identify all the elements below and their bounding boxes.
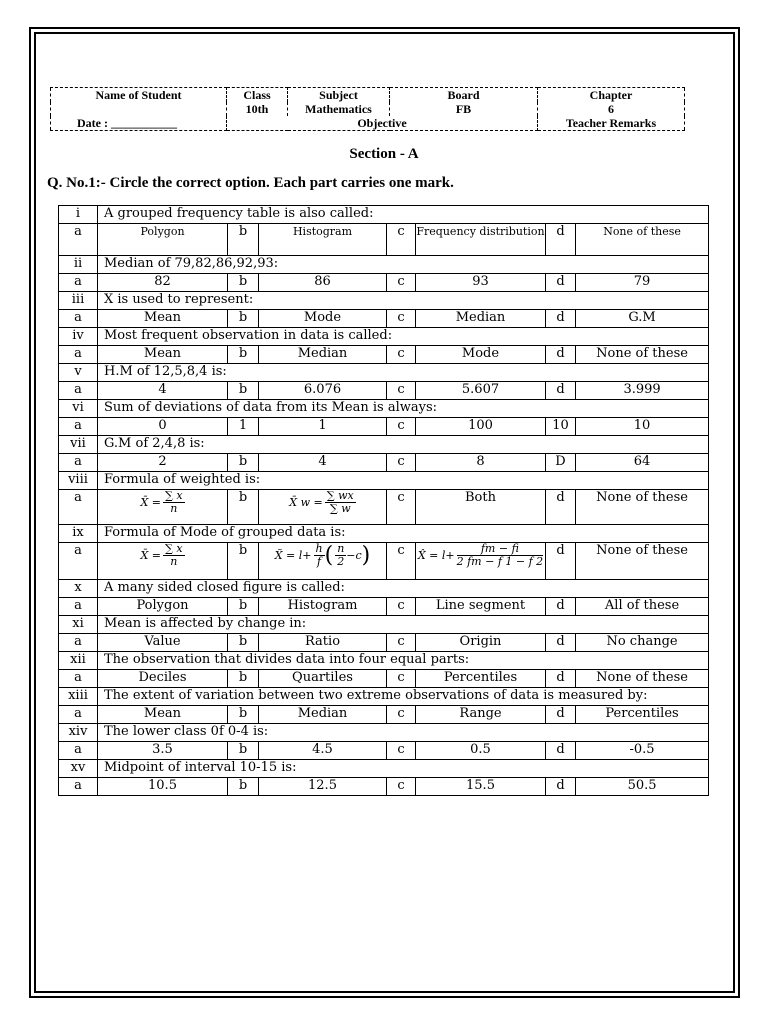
option-letter: a [59, 490, 98, 525]
question-number: xi [59, 616, 98, 634]
formula-mode: X̂ = l+ $\frac{fm - fi}{2 fm - f 1 - f 2}$ [417, 542, 544, 568]
label-subject: Subject [288, 88, 390, 103]
option-letter: d [546, 543, 576, 580]
options-row [59, 706, 709, 724]
option-letter: a [59, 778, 98, 796]
option-letter: a [59, 274, 98, 292]
fraction-numerator: n [337, 542, 345, 555]
question-stem: Midpoint of interval 10-15 is: [98, 760, 709, 778]
teacher-remarks: Teacher Remarks [538, 116, 685, 131]
option-text[interactable]: Polygon [98, 598, 228, 616]
option-letter: b [228, 778, 259, 796]
question-row [59, 616, 709, 634]
option-letter: c [387, 742, 416, 760]
option-text[interactable]: 2 [98, 454, 228, 472]
options-row [59, 418, 709, 436]
question-row [59, 724, 709, 742]
student-info-table [50, 87, 685, 131]
option-text[interactable]: 3.5 [98, 742, 228, 760]
options-row [59, 454, 709, 472]
option-letter: c [387, 778, 416, 796]
option-text[interactable]: 1 [259, 418, 387, 436]
question-row [59, 436, 709, 454]
options-row [59, 310, 709, 328]
option-letter: b [228, 274, 259, 292]
option-letter: c [387, 346, 416, 364]
section-title: Section - A [349, 146, 419, 162]
option-letter: b [228, 454, 259, 472]
option-text[interactable]: Median [259, 346, 387, 364]
option-text[interactable]: Value [98, 634, 228, 652]
option-text[interactable]: Mean [98, 346, 228, 364]
question-stem: Median of 79,82,86,92,93: [98, 256, 709, 274]
fraction-denominator: ∑ w [329, 502, 351, 515]
question-row [59, 256, 709, 274]
option-letter: d [546, 778, 576, 796]
option-text[interactable]: Range [416, 706, 546, 724]
question-stem: Mean is affected by change in: [98, 616, 709, 634]
options-row [59, 490, 709, 525]
label-class: Class [227, 88, 288, 103]
question-row [59, 760, 709, 778]
option-text[interactable]: None of these [576, 224, 709, 256]
fraction-numerator: ∑ x [164, 489, 183, 502]
paper-type: Objective [227, 116, 538, 131]
option-text[interactable]: 10.5 [98, 778, 228, 796]
option-letter: a [59, 418, 98, 436]
label-chapter: Chapter [538, 88, 685, 103]
option-text[interactable]: 86 [259, 274, 387, 292]
option-text[interactable]: 4.5 [259, 742, 387, 760]
option-text[interactable]: Histogram [259, 598, 387, 616]
option-letter: d [546, 490, 576, 525]
options-row [59, 778, 709, 796]
question-stem: A many sided closed figure is called: [98, 580, 709, 598]
question-number: vii [59, 436, 98, 454]
option-text[interactable]: Both [416, 490, 546, 525]
option-text[interactable]: None of these [576, 346, 709, 364]
option-letter: d [546, 382, 576, 400]
option-text[interactable]: Mode [259, 310, 387, 328]
option-letter: b [228, 346, 259, 364]
option-letter: d [546, 274, 576, 292]
option-formula[interactable] [259, 543, 387, 580]
value-subject: Mathematics [288, 102, 390, 116]
option-letter: d [546, 634, 576, 652]
option-text[interactable]: 4 [98, 382, 228, 400]
option-letter: c [387, 224, 416, 256]
option-formula[interactable] [98, 490, 228, 525]
options-row [59, 634, 709, 652]
option-letter: b [228, 382, 259, 400]
formula-mean: X̄ = $\frac{\sum x}{n}$ [140, 489, 183, 515]
option-letter: a [59, 382, 98, 400]
question-row [59, 400, 709, 418]
option-text[interactable]: Percentiles [416, 670, 546, 688]
fraction-numerator: h [315, 542, 323, 555]
option-letter: b [228, 224, 259, 256]
option-formula[interactable] [259, 490, 387, 525]
option-text[interactable]: 93 [416, 274, 546, 292]
question-stem: The lower class 0f 0-4 is: [98, 724, 709, 742]
option-letter: c [387, 418, 416, 436]
option-text[interactable]: Mode [416, 346, 546, 364]
option-letter: d [546, 346, 576, 364]
option-letter: b [228, 706, 259, 724]
question-number: viii [59, 472, 98, 490]
option-letter: a [59, 706, 98, 724]
question-number: xiv [59, 724, 98, 742]
fraction-denominator: 2 [337, 555, 345, 568]
option-formula[interactable] [416, 543, 546, 580]
question-stem: X̄ is used to represent: [98, 292, 709, 310]
option-letter: a [59, 634, 98, 652]
option-text[interactable]: 6.076 [259, 382, 387, 400]
option-text[interactable]: 5.607 [416, 382, 546, 400]
question-number: v [59, 364, 98, 382]
option-letter: b [228, 543, 259, 580]
option-text[interactable]: 0.5 [416, 742, 546, 760]
question-stem: Formula of weighted is: [98, 472, 709, 490]
question-number: xiii [59, 688, 98, 706]
option-letter: d [546, 598, 576, 616]
option-letter: a [59, 224, 98, 256]
option-letter: c [387, 670, 416, 688]
option-letter: b [228, 490, 259, 525]
options-row [59, 274, 709, 292]
option-letter: c [387, 634, 416, 652]
option-letter: b [228, 598, 259, 616]
option-text[interactable]: Deciles [98, 670, 228, 688]
question-row [59, 364, 709, 382]
option-letter: c [387, 543, 416, 580]
options-row [59, 382, 709, 400]
option-text[interactable]: Histogram [259, 224, 387, 256]
options-row [59, 742, 709, 760]
option-letter: b [228, 634, 259, 652]
question-stem: H.M of 12,5,8,4 is: [98, 364, 709, 382]
options-row [59, 224, 709, 256]
option-letter: c [387, 310, 416, 328]
option-text[interactable]: Origin [416, 634, 546, 652]
option-text[interactable]: 10 [576, 418, 709, 436]
option-text[interactable]: No change [576, 634, 709, 652]
option-letter: a [59, 346, 98, 364]
option-letter: d [546, 742, 576, 760]
option-letter: a [59, 670, 98, 688]
question-number: x [59, 580, 98, 598]
formula-median: X̃ = l+ $\frac{h}{f}$ ( $\frac{n}{2}$ −c) [274, 542, 371, 568]
option-text[interactable]: Ratio [259, 634, 387, 652]
question-row [59, 292, 709, 310]
question-heading: Q. No.1:- Circle the correct option. Each part carries one mark. [47, 175, 454, 191]
fraction-numerator: ∑ x [164, 542, 183, 555]
question-row [59, 472, 709, 490]
question-number: xii [59, 652, 98, 670]
option-text[interactable]: Median [416, 310, 546, 328]
fraction-numerator: fm − fi [457, 543, 544, 556]
option-text[interactable]: 15.5 [416, 778, 546, 796]
option-letter: 10 [546, 418, 576, 436]
value-board: FB [390, 102, 538, 116]
option-letter: c [387, 706, 416, 724]
option-text[interactable]: Frequency distribution [416, 224, 546, 256]
option-text[interactable]: None of these [576, 490, 709, 525]
fraction-denominator: f [317, 555, 322, 568]
option-text[interactable]: Polygon [98, 224, 228, 256]
option-letter: b [228, 310, 259, 328]
value-class: 10th [227, 102, 288, 116]
option-text[interactable]: 12.5 [259, 778, 387, 796]
question-number: iii [59, 292, 98, 310]
option-letter: c [387, 274, 416, 292]
option-letter: d [546, 670, 576, 688]
option-text[interactable]: 8 [416, 454, 546, 472]
value-chapter: 6 [608, 101, 614, 116]
option-text[interactable]: G.M [576, 310, 709, 328]
option-letter: c [387, 454, 416, 472]
option-letter: a [59, 742, 98, 760]
fraction-denominator: n [170, 502, 178, 515]
question-row [59, 328, 709, 346]
option-formula[interactable] [98, 543, 228, 580]
question-row [59, 688, 709, 706]
question-number: iv [59, 328, 98, 346]
option-letter: d [546, 224, 576, 256]
option-text[interactable]: -0.5 [576, 742, 709, 760]
option-letter: D [546, 454, 576, 472]
question-stem: A grouped frequency table is also called: [98, 206, 709, 224]
date-field: Date : ___________ [51, 116, 227, 131]
question-stem: Sum of deviations of data from its Mean is always: [98, 400, 709, 418]
option-letter: b [228, 742, 259, 760]
option-text[interactable]: 79 [576, 274, 709, 292]
value-student-name [51, 102, 227, 116]
question-stem: The extent of variation between two extreme observations of data is measured by: [98, 688, 709, 706]
option-letter: 1 [228, 418, 259, 436]
option-letter: c [387, 598, 416, 616]
question-stem: G.M of 2,4,8 is: [98, 436, 709, 454]
question-stem: Formula of Mode of grouped data is: [98, 525, 709, 543]
option-text[interactable]: None of these [576, 543, 709, 580]
fraction-denominator: n [170, 555, 178, 568]
option-text[interactable]: Mean [98, 706, 228, 724]
option-text[interactable]: 100 [416, 418, 546, 436]
option-text[interactable]: 3.999 [576, 382, 709, 400]
label-board: Board [390, 88, 538, 103]
option-text[interactable]: 64 [576, 454, 709, 472]
option-letter: d [546, 310, 576, 328]
option-letter: c [387, 382, 416, 400]
option-letter: a [59, 310, 98, 328]
question-number: ii [59, 256, 98, 274]
option-letter: a [59, 598, 98, 616]
option-letter: d [546, 706, 576, 724]
options-row [59, 346, 709, 364]
question-number: vi [59, 400, 98, 418]
option-text[interactable]: None of these [576, 670, 709, 688]
option-text[interactable]: 50.5 [576, 778, 709, 796]
label-student-name: Name of Student [51, 88, 227, 103]
option-text[interactable]: Line segment [416, 598, 546, 616]
formula-mean: X̄ = $\frac{\sum x}{n}$ [140, 542, 183, 568]
question-number: xv [59, 760, 98, 778]
option-letter: a [59, 454, 98, 472]
mcq-table [58, 205, 709, 796]
option-text[interactable]: 82 [98, 274, 228, 292]
fraction-denominator: 2 fm − f 1 − f 2 [456, 555, 544, 568]
option-text[interactable]: 0 [98, 418, 228, 436]
option-text[interactable]: All of these [576, 598, 709, 616]
question-row [59, 580, 709, 598]
option-text[interactable]: 4 [259, 454, 387, 472]
option-letter: b [228, 670, 259, 688]
question-number: ix [59, 525, 98, 543]
option-text[interactable]: Quartiles [259, 670, 387, 688]
question-row [59, 206, 709, 224]
option-letter: c [387, 490, 416, 525]
question-stem: Most frequent observation in data is called: [98, 328, 709, 346]
question-stem: The observation that divides data into four equal parts: [98, 652, 709, 670]
option-text[interactable]: Mean [98, 310, 228, 328]
formula-weighted-mean: X̄ w = $\frac{\sum wx}{\sum w}$ [289, 489, 354, 515]
question-row [59, 525, 709, 543]
option-text[interactable]: Percentiles [576, 706, 709, 724]
options-row [59, 670, 709, 688]
option-text[interactable]: Median [259, 706, 387, 724]
fraction-numerator: ∑ wx [326, 489, 354, 502]
question-number: i [59, 206, 98, 224]
options-row [59, 598, 709, 616]
option-letter: a [59, 543, 98, 580]
options-row [59, 543, 709, 580]
question-row [59, 652, 709, 670]
